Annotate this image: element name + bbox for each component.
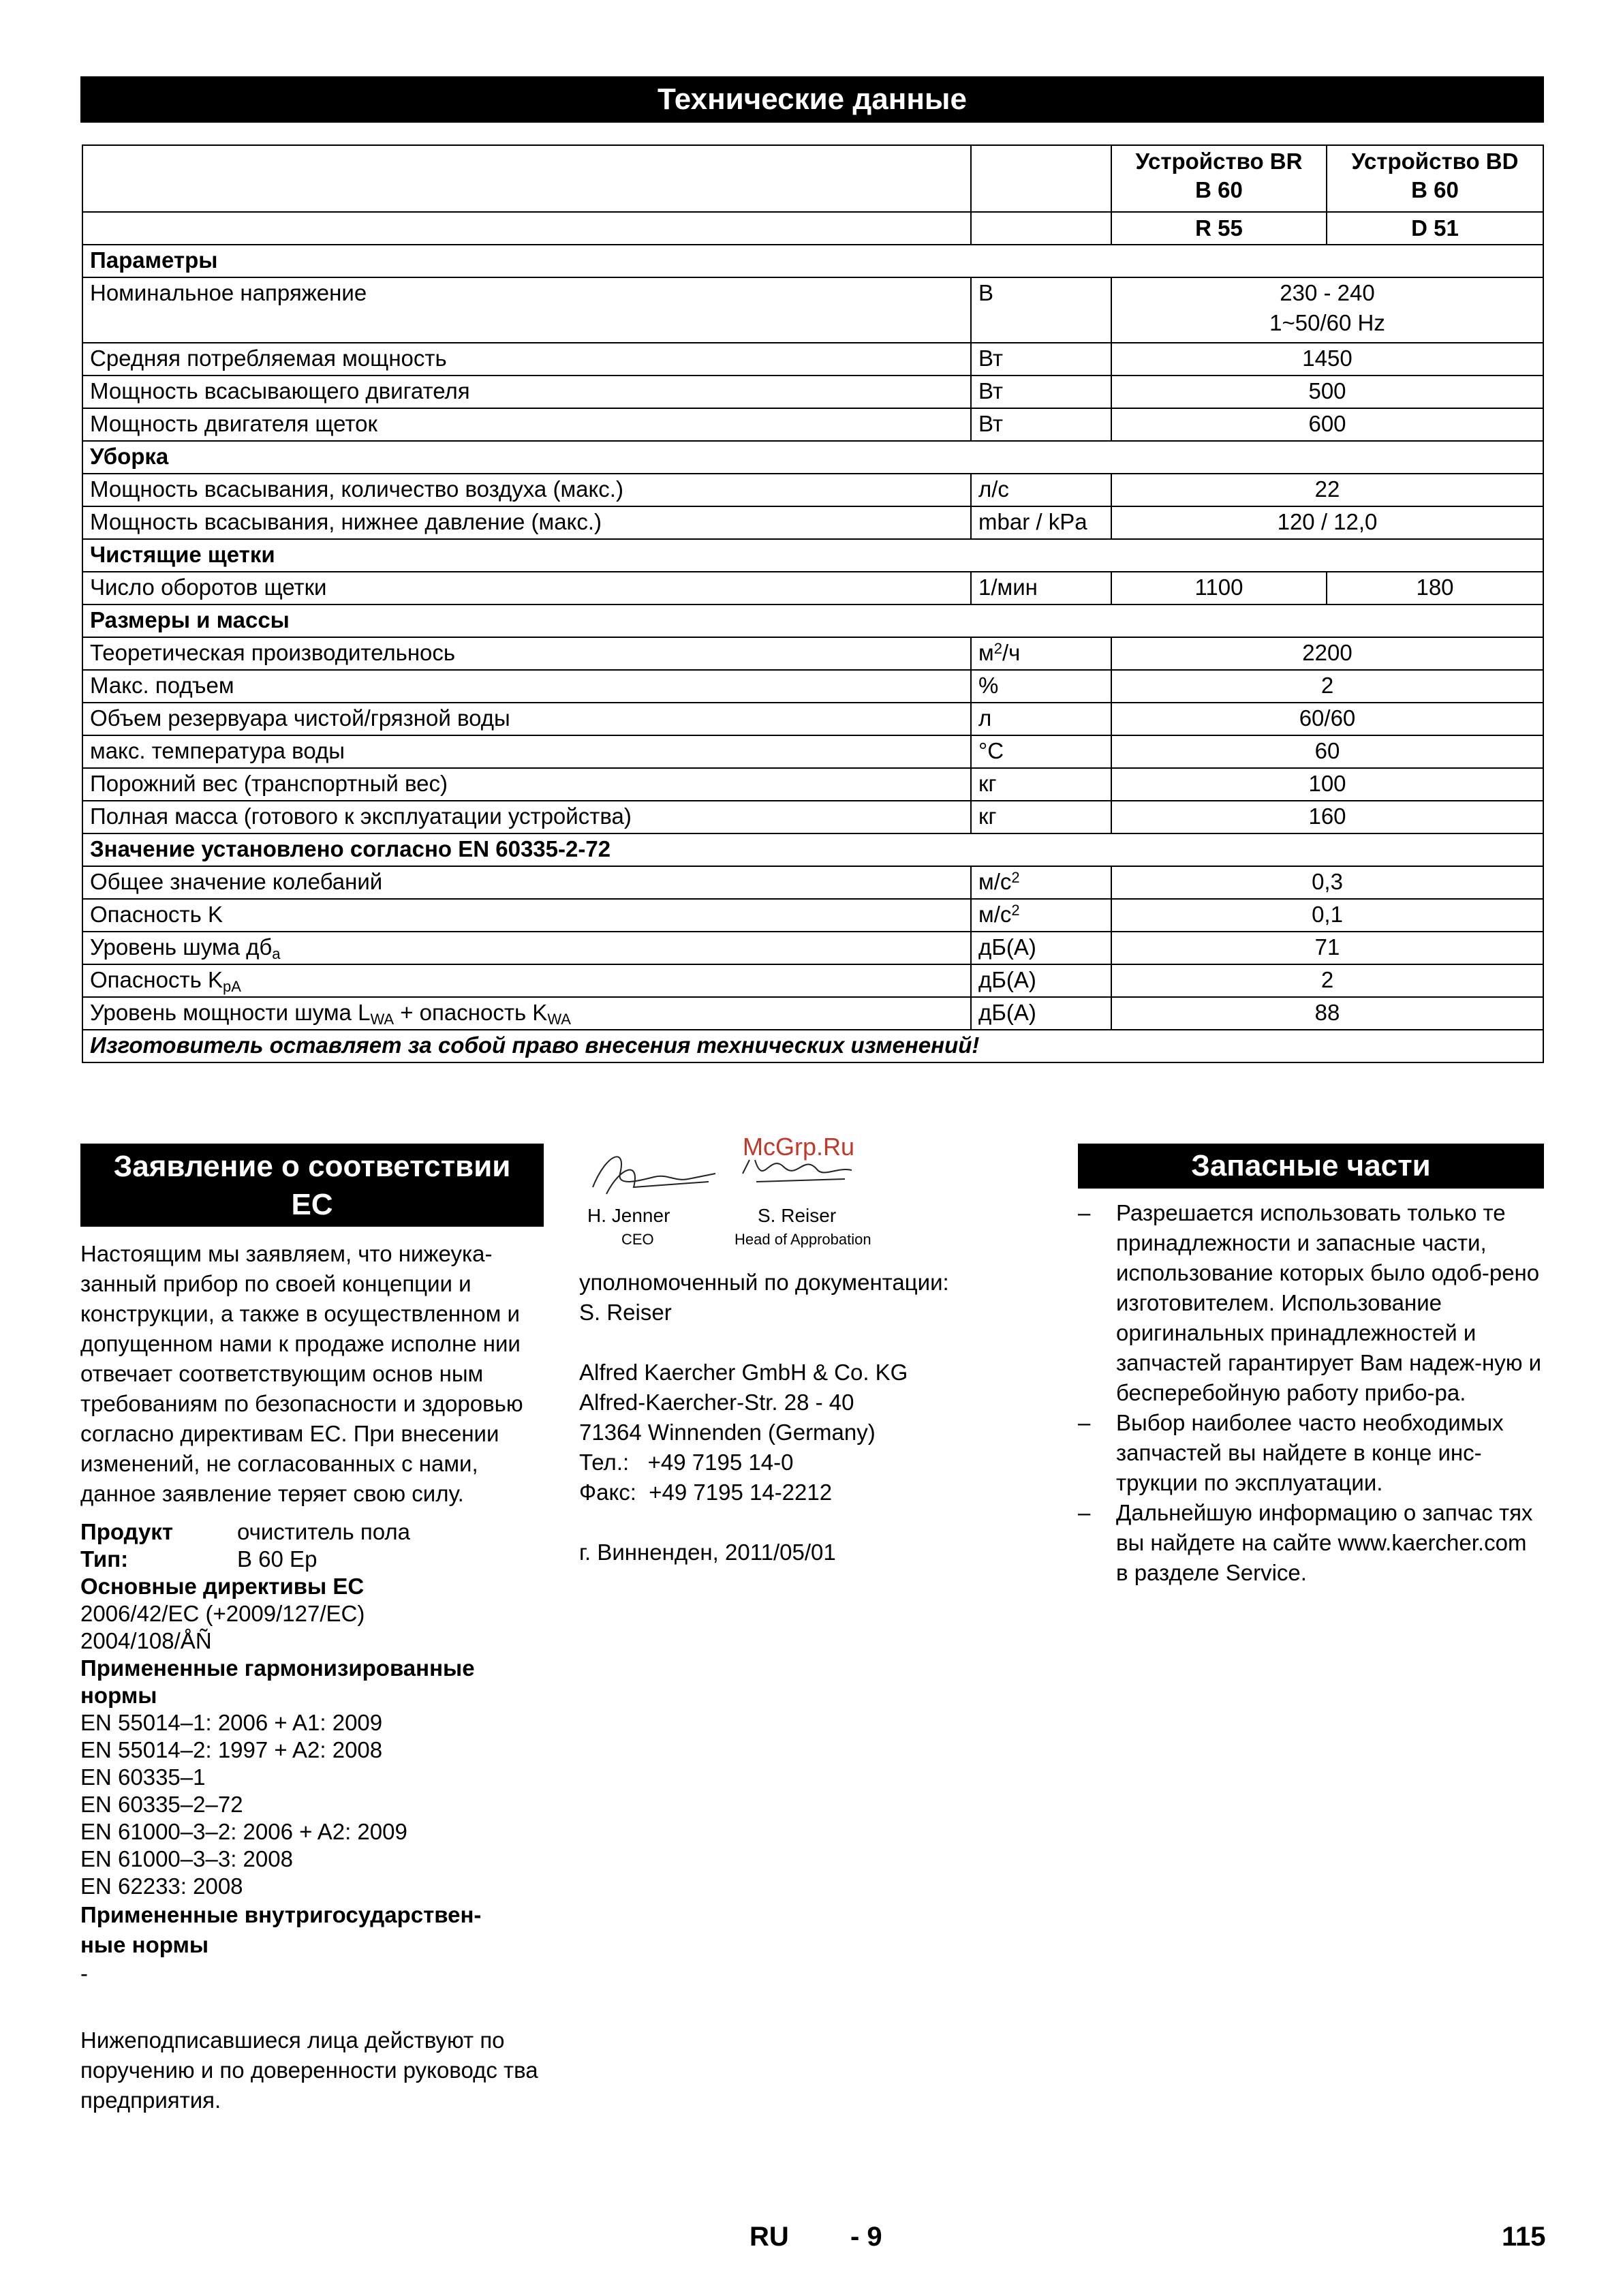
section-cleaning: Уборка (82, 441, 1543, 474)
row-label: Число оборотов щетки (82, 572, 971, 604)
harmonized-heading: Примененные гармонизированные (80, 1655, 475, 1681)
row-label: Опасность $K_{pA}$ (82, 964, 971, 997)
table-row (82, 768, 1543, 801)
section-brushes: Чистящие щетки (82, 539, 1543, 572)
section-sizes: Размеры и массы (82, 604, 1543, 637)
company-line: 71364 Winnenden (Germany) (579, 1420, 876, 1445)
table-row (82, 997, 1543, 1030)
row-label: Мощность всасывания, нижнее давление (макс.) (82, 506, 971, 539)
row-label: Общее значение колебаний (82, 866, 971, 899)
row-value: 100 (1111, 768, 1543, 801)
row-value: 71 (1111, 932, 1543, 964)
row-value-br: 1100 (1111, 572, 1327, 604)
table-row (82, 735, 1543, 768)
norm-item: EN 60335–1 (80, 1764, 206, 1790)
spare-parts-title: Запасные части (1078, 1144, 1544, 1189)
table-row (82, 866, 1543, 899)
row-value: 1450 (1111, 343, 1543, 376)
table-row (82, 572, 1543, 604)
table-row (82, 408, 1543, 441)
table-header-row (82, 145, 1543, 212)
row-unit: дБ(A) (971, 932, 1111, 964)
row-value-bd: 180 (1327, 572, 1543, 604)
footer-language: RU (749, 2222, 789, 2252)
row-label: макс. температура воды (82, 735, 971, 768)
declaration-title: Заявление о соответствии ЕС (80, 1144, 544, 1227)
row-label: Объем резервуара чистой/грязной воды (82, 703, 971, 735)
row-unit: л/с (971, 474, 1111, 506)
row-value: 2200 (1111, 637, 1543, 670)
section-values: Значение установлено согласно EN 60335-2-72 (82, 833, 1543, 866)
row-value: 0,3 (1111, 866, 1543, 899)
table-row (82, 343, 1543, 376)
footer-page-number: 115 (1502, 2222, 1546, 2252)
table-row (82, 932, 1543, 964)
table-row (82, 474, 1543, 506)
company-line: Alfred Kaercher GmbH & Co. KG (579, 1360, 908, 1385)
authorization-column (579, 1268, 1056, 1567)
row-value: 600 (1111, 408, 1543, 441)
table-row (82, 703, 1543, 735)
row-unit: % (971, 670, 1111, 703)
section-row (82, 539, 1543, 572)
signature-role-2: Head of Approbation (735, 1231, 871, 1248)
row-value: 230 - 240 1~50/60 Hz (1111, 277, 1543, 343)
signature-name-2: S. Reiser (758, 1205, 837, 1226)
company-phone: Тел.: +49 7195 14-0 (579, 1450, 794, 1475)
place-date: г. Винненден, 2011/05/01 (579, 1540, 836, 1565)
row-label: Полная масса (готового к эксплуатации устройства) (82, 801, 971, 833)
norm-item: EN 62233: 2008 (80, 1873, 243, 1899)
row-label: Уровень шума $дб_a$ (82, 932, 971, 964)
row-unit: $м^2/ч$ (971, 637, 1111, 670)
table-row (82, 964, 1543, 997)
section-row (82, 245, 1543, 277)
national-item: - (80, 1961, 88, 1986)
header-device-br: Устройство BR B 60 (1111, 145, 1327, 212)
row-value: 60/60 (1111, 703, 1543, 735)
row-label: Мощность двигателя щеток (82, 408, 971, 441)
row-unit: Вт (971, 343, 1111, 376)
row-label: Опасность K (82, 899, 971, 932)
row-label: Теоретическая производительнось (82, 637, 971, 670)
list-item: – Выбор наиболее часто необходимых запчастей вы найдете в конце инс-трукции по эксплуатации. (1078, 1410, 1504, 1495)
row-unit: °C (971, 735, 1111, 768)
spare-parts-column (1078, 1198, 1544, 1588)
row-unit: $м/с^2$ (971, 899, 1111, 932)
row-unit: Вт (971, 376, 1111, 408)
footer-section-page: - 9 (850, 2222, 882, 2252)
spec-table (82, 144, 1544, 1063)
authorized-label: уполномоченный по документации: (579, 1270, 949, 1295)
section-row (82, 441, 1543, 474)
row-value: 0,1 (1111, 899, 1543, 932)
signature-role-1: CEO (621, 1231, 654, 1248)
row-unit: кг (971, 801, 1111, 833)
list-item: – Дальнейшую информацию о запчас тях вы найдете на сайте www.kaercher.com в разделе Service. (1078, 1500, 1533, 1585)
national-heading: Примененные внутригосударствен- (80, 1902, 482, 1927)
row-label: Порожний вес (транспортный вес) (82, 768, 971, 801)
row-unit: mbar / kPa (971, 506, 1111, 539)
header-model-bd: D 51 (1327, 212, 1543, 245)
row-unit: Вт (971, 408, 1111, 441)
row-label: Макс. подъем (82, 670, 971, 703)
directive-item: 2006/42/EC (+2009/127/EC) (80, 1601, 365, 1626)
header-model-br: R 55 (1111, 212, 1327, 245)
table-row (82, 801, 1543, 833)
row-value: 22 (1111, 474, 1543, 506)
authorized-name: S. Reiser (579, 1300, 672, 1325)
table-row (82, 277, 1543, 343)
company-fax: Факс: +49 7195 14-2212 (579, 1480, 833, 1505)
header-device-bd: Устройство BD B 60 (1327, 145, 1543, 212)
row-unit: дБ(A) (971, 964, 1111, 997)
row-unit: дБ(A) (971, 997, 1111, 1030)
norm-item: EN 60335–2–72 (80, 1792, 243, 1817)
row-value: 88 (1111, 997, 1543, 1030)
company-line: Alfred-Kaercher-Str. 28 - 40 (579, 1390, 854, 1415)
watermark: McGrp.Ru (743, 1133, 855, 1161)
row-label: Мощность всасывания, количество воздуха (макс.) (82, 474, 971, 506)
page-title: Технические данные (80, 76, 1544, 123)
directives-heading: Основные директивы ЕС (80, 1574, 365, 1599)
row-label: Уровень мощности шума $L_{WA}$ + опасность $K_{WA}$ (82, 997, 971, 1030)
row-value: 500 (1111, 376, 1543, 408)
section-row (82, 833, 1543, 866)
row-label: Мощность всасывающего двигателя (82, 376, 971, 408)
declaration-intro: Настоящим мы заявляем, что нижеука-занный прибор по своей концепции и конструкции, а также в осуществленном и допущенном нами к продаже исполне нии отвечает соответствующим основ ным требованиям по безопасности и здоровью согласно директивам ЕС. При внесении изменений, не согласованных с нами, данное заявление теряет свою силу. (80, 1241, 523, 1506)
table-row (82, 506, 1543, 539)
signature-name-1: H. Jenner (587, 1205, 670, 1226)
table-row (82, 899, 1543, 932)
product-line: Продукт очиститель пола (80, 1519, 411, 1544)
table-row (82, 670, 1543, 703)
row-unit: $м/с^2$ (971, 866, 1111, 899)
harmonized-heading: нормы (80, 1683, 157, 1708)
directive-item: 2004/108/ÅÑ (80, 1628, 212, 1653)
row-value: 160 (1111, 801, 1543, 833)
row-unit: кг (971, 768, 1111, 801)
section-row (82, 604, 1543, 637)
norm-item: EN 55014–2: 1997 + A2: 2008 (80, 1737, 383, 1762)
norm-item: EN 61000–3–3: 2008 (80, 1846, 293, 1871)
table-header-row (82, 212, 1543, 245)
row-unit: 1/мин (971, 572, 1111, 604)
norm-item: EN 61000–3–2: 2006 + A2: 2009 (80, 1819, 407, 1844)
national-heading: ные нормы (80, 1932, 209, 1957)
row-unit: В (971, 277, 1111, 343)
row-unit: л (971, 703, 1111, 735)
technical-changes-note: Изготовитель оставляет за собой право внесения технических изменений! (82, 1030, 1543, 1062)
row-value: 60 (1111, 735, 1543, 768)
table-row (82, 637, 1543, 670)
row-label: Средняя потребляемая мощность (82, 343, 971, 376)
note-row (82, 1030, 1543, 1062)
row-value: 2 (1111, 964, 1543, 997)
declaration-column (80, 1239, 544, 2115)
list-item: – Разрешается использовать только те принадлежности и запасные части, использование которых было одоб-рено изготовителем. Использование оригинальных принадлежностей и запчастей гарантирует Вам надеж-ную и бесперебойную работу прибо-ра. (1078, 1200, 1542, 1405)
table-row (82, 376, 1543, 408)
row-value: 120 / 12,0 (1111, 506, 1543, 539)
section-params: Параметры (82, 245, 1543, 277)
norm-item: EN 55014–1: 2006 + A1: 2009 (80, 1710, 383, 1735)
signatories-text: Нижеподписавшиеся лица действуют по поручению и по доверенности руководс тва предприятия. (80, 2027, 538, 2113)
row-label: Номинальное напряжение (82, 277, 971, 343)
type-line: Тип: B 60 Ep (80, 1546, 318, 1572)
row-value: 2 (1111, 670, 1543, 703)
